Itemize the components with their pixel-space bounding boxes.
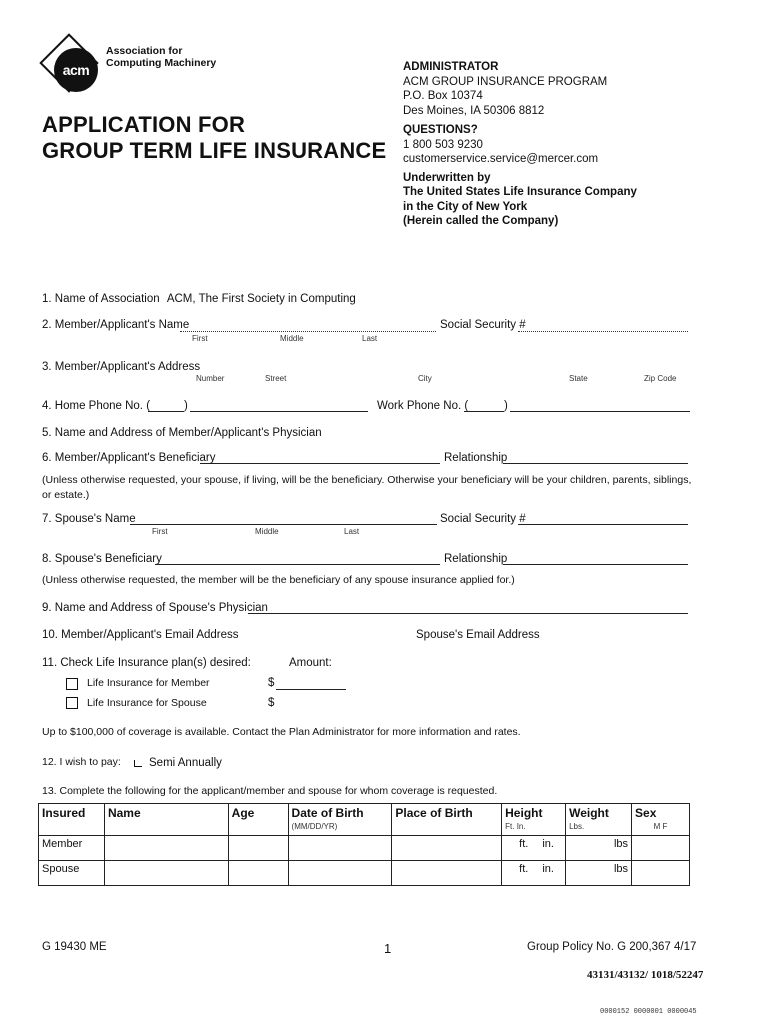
barcode-text: 0000152 0000001 0000045	[600, 1008, 697, 1016]
org-name-line1: Association for	[106, 45, 183, 57]
questions-email[interactable]: customerservice.service@mercer.com	[403, 153, 599, 165]
addr-number-caption: Number	[196, 374, 225, 383]
spouse-age-cell[interactable]	[228, 861, 288, 886]
spouse-beneficiary-field[interactable]	[155, 564, 440, 565]
semi-annual-label: Semi Annually	[149, 757, 222, 769]
applicant-relationship-field[interactable]	[503, 463, 688, 464]
underwriter-line2: The United States Life Insurance Company	[403, 186, 637, 198]
header-age: Age	[228, 804, 288, 823]
header-pob: Place of Birth	[392, 804, 502, 823]
member-pob-cell[interactable]	[392, 836, 502, 861]
addr-street-caption: Street	[265, 374, 287, 383]
q10-label: 10. Member/Applicant's Email Address	[42, 629, 239, 641]
insured-table	[38, 803, 690, 886]
member-life-label: Life Insurance for Member	[87, 677, 210, 689]
q5-label: 5. Name and Address of Member/Applicant's Physician	[42, 427, 322, 439]
row-member-insured: Member	[39, 836, 105, 861]
header-height: Height	[502, 804, 566, 823]
header-insured: Insured	[39, 804, 105, 823]
header-dob: Date of Birth	[288, 804, 392, 823]
title-line1: APPLICATION FOR	[42, 112, 246, 137]
home-phone-area-field[interactable]	[148, 411, 184, 412]
q8-label: 8. Spouse's Beneficiary	[42, 553, 162, 565]
spouse-weight-cell[interactable]	[566, 861, 632, 886]
name-last-caption: Last	[362, 334, 378, 343]
q6-note	[42, 473, 742, 503]
spouse-sex-cell[interactable]	[632, 861, 690, 886]
q7-label: 7. Spouse's Name	[42, 513, 136, 525]
q13-label: 13. Complete the following for the applicant/member and spouse for whom coverage is requested.	[42, 785, 498, 797]
org-name	[106, 45, 216, 69]
admin-heading: ADMINISTRATOR	[403, 61, 499, 73]
spouse-first-caption: First	[152, 527, 168, 536]
underwriter-line3: in the City of New York	[403, 200, 528, 213]
q11-amount-label: Amount:	[289, 657, 332, 669]
q2-ssn-label: Social Security #	[440, 319, 526, 331]
sub-insured	[39, 822, 105, 836]
sub-name	[104, 822, 228, 836]
sub-sex: M F	[632, 822, 690, 836]
member-sex-cell[interactable]	[632, 836, 690, 861]
q11-label: 11. Check Life Insurance plan(s) desired:	[42, 657, 251, 669]
spouse-height-cell[interactable]	[502, 861, 566, 886]
applicant-beneficiary-field[interactable]	[200, 463, 440, 464]
q4-work-label: Work Phone No. (	[377, 400, 469, 412]
page-number: 1	[384, 941, 392, 956]
spouse-middle-caption: Middle	[255, 527, 279, 536]
row-spouse-insured: Spouse	[39, 861, 105, 886]
q3-label: 3. Member/Applicant's Address	[42, 361, 201, 373]
q12-label: 12. I wish to pay:	[42, 756, 121, 768]
sub-dob: (MM/DD/YR)	[288, 822, 392, 836]
header-name: Name	[104, 804, 228, 823]
underwriter-line4: (Herein called the Company)	[403, 215, 559, 227]
q10-spouse-label: Spouse's Email Address	[416, 629, 540, 641]
policy-number: Group Policy No. G 200,367 4/17	[527, 941, 697, 953]
table-row	[39, 836, 690, 861]
admin-line2: P.O. Box 10374	[403, 90, 483, 102]
form-number: G 19430 ME	[42, 941, 107, 953]
q4-work-paren-close: )	[504, 400, 508, 412]
page-title	[42, 112, 386, 164]
coverage-note: Up to $100,000 of coverage is available. Contact the Plan Administrator for more information and rates.	[42, 726, 521, 738]
table-header-row	[39, 804, 690, 823]
member-ft-label: ft.	[519, 838, 529, 850]
header-weight: Weight	[566, 804, 632, 823]
q2-label: 2. Member/Applicant's Name	[42, 319, 190, 331]
admin-line3: Des Moines, IA 50306 8812	[403, 104, 545, 117]
spouse-last-caption: Last	[344, 527, 360, 536]
spouse-ssn-field[interactable]	[518, 524, 688, 525]
spouse-pob-cell[interactable]	[392, 861, 502, 886]
admin-line1: ACM GROUP INSURANCE PROGRAM	[403, 75, 608, 88]
spouse-lbs-label: lbs	[613, 863, 629, 875]
sub-pob	[392, 822, 502, 836]
spouse-dob-cell[interactable]	[288, 861, 392, 886]
table-subheader-row	[39, 822, 690, 836]
q1-value: ACM, The First Society in Computing	[166, 293, 356, 305]
spouse-name-cell[interactable]	[104, 861, 228, 886]
spouse-amount-dollar: $	[268, 697, 275, 709]
member-dob-cell[interactable]	[288, 836, 392, 861]
work-phone-area-field[interactable]	[464, 411, 504, 412]
member-height-cell[interactable]	[502, 836, 566, 861]
q4-label: 4. Home Phone No. (	[42, 400, 151, 412]
applicant-name-field[interactable]	[180, 331, 436, 332]
sub-weight: Lbs.	[566, 822, 632, 836]
member-amount-field[interactable]	[276, 689, 346, 690]
questions-phone: 1 800 503 9230	[403, 138, 483, 151]
member-amount-dollar: $	[268, 677, 275, 689]
q8-relationship-label: Relationship	[444, 553, 508, 565]
questions-heading: QUESTIONS?	[403, 124, 478, 136]
member-name-cell[interactable]	[104, 836, 228, 861]
work-phone-field[interactable]	[510, 411, 690, 412]
administrator-block	[403, 60, 743, 229]
q1-label	[42, 293, 356, 305]
spouse-life-label: Life Insurance for Spouse	[87, 697, 207, 709]
q9-label: 9. Name and Address of Spouse's Physician	[42, 602, 268, 614]
acm-logo	[54, 48, 98, 92]
home-phone-field[interactable]	[190, 411, 368, 412]
form-codes: 43131/43132/ 1018/52247	[587, 969, 704, 981]
name-first-caption: First	[192, 334, 208, 343]
addr-city-caption: City	[418, 374, 432, 383]
spouse-ft-label: ft.	[519, 863, 529, 875]
member-lbs-label: lbs	[613, 838, 629, 850]
spouse-life-checkbox[interactable]	[66, 697, 78, 709]
q8-note: (Unless otherwise requested, the member will be the beneficiary of any spouse insurance applied for.)	[42, 574, 515, 586]
q6-note-line1: (Unless otherwise requested, your spouse, if living, will be the beneficiary. Otherwise your beneficiary will be your children, parents, siblings,	[42, 474, 692, 486]
spouse-physician-field[interactable]	[248, 613, 688, 614]
logo-text: acm	[62, 62, 90, 78]
q4-paren-close: )	[184, 400, 188, 412]
title-line2: GROUP TERM LIFE INSURANCE	[42, 138, 387, 163]
semi-annual-checkbox[interactable]	[134, 760, 142, 767]
applicant-ssn-field[interactable]	[518, 331, 688, 332]
addr-state-caption: State	[569, 374, 588, 383]
addr-zip-caption: Zip Code	[644, 374, 677, 383]
underwriter-line1: Underwritten by	[403, 171, 491, 184]
q6-relationship-label: Relationship	[444, 452, 508, 464]
spouse-name-field[interactable]	[130, 524, 437, 525]
header-sex: Sex	[632, 804, 690, 823]
name-middle-caption: Middle	[280, 334, 304, 343]
q6-note-line2: or estate.)	[42, 489, 90, 501]
org-name-line2: Computing Machinery	[106, 57, 217, 69]
table-row	[39, 861, 690, 886]
sub-height: Ft. In.	[502, 822, 566, 836]
member-weight-cell[interactable]	[566, 836, 632, 861]
spouse-relationship-field[interactable]	[503, 564, 688, 565]
spouse-in-label: in.	[542, 863, 554, 875]
member-age-cell[interactable]	[228, 836, 288, 861]
member-in-label: in.	[542, 838, 554, 850]
sub-age	[228, 822, 288, 836]
member-life-checkbox[interactable]	[66, 678, 78, 690]
q7-ssn-label: Social Security #	[440, 513, 526, 525]
q1-text: 1. Name of Association	[42, 293, 160, 305]
q6-label: 6. Member/Applicant's Beneficiary	[42, 452, 216, 464]
